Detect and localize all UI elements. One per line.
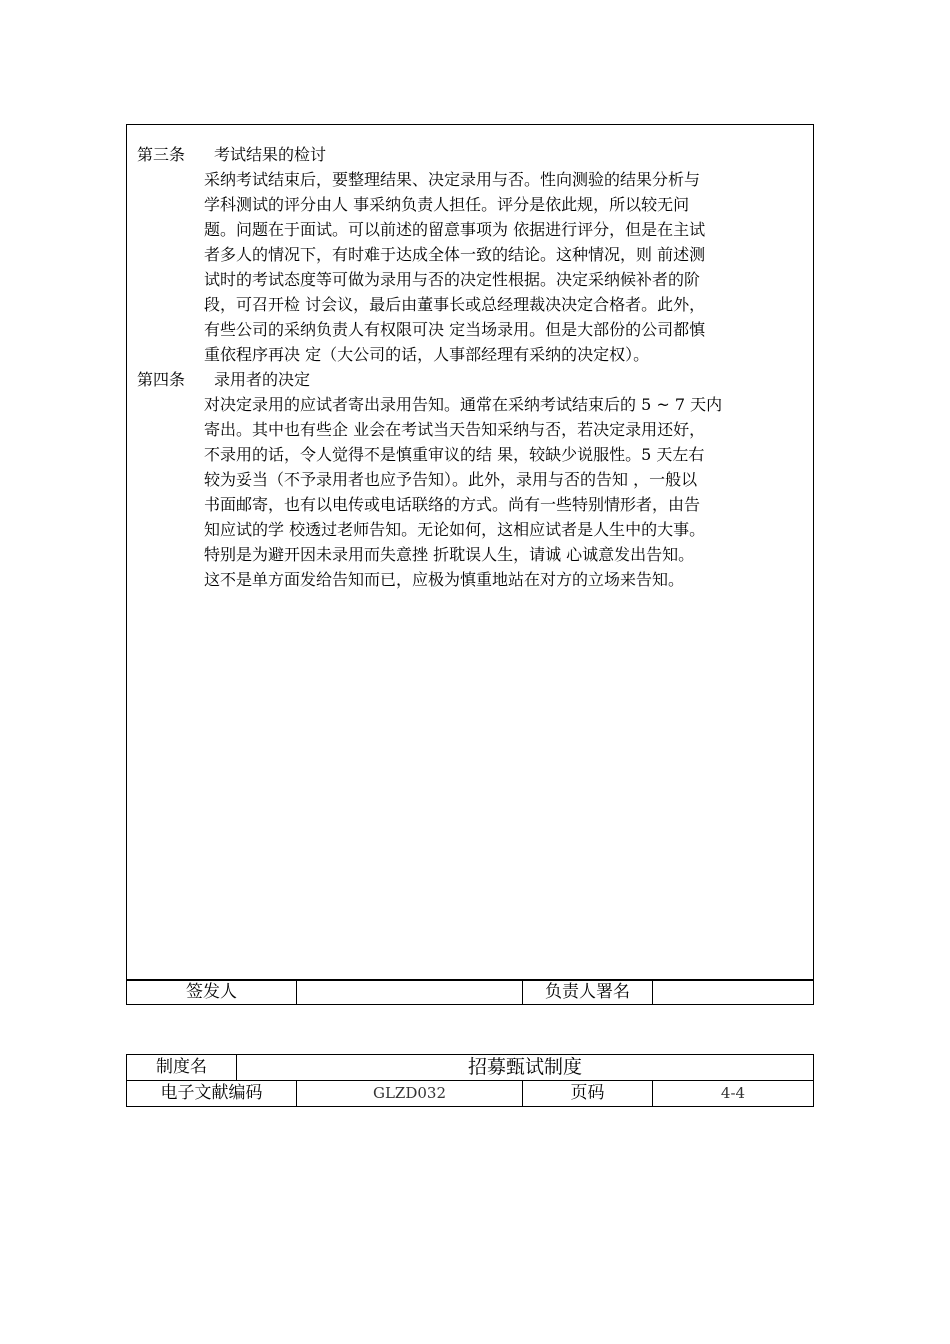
page-value: 4-4 [720,1084,746,1102]
paragraph-line: 学科测试的评分由人 事采纳负责人担任。评分是依此规，所以较无问 [204,195,690,214]
section-3-paragraph [137,167,809,367]
system-name-label: 制度名 [127,1055,237,1080]
section-3-title: 考试结果的检讨 [214,145,327,164]
section-3-heading [137,142,809,167]
paragraph-line: 这不是单方面发给告知而已，应极为慎重地站在对方的立场来告知。 [204,570,685,589]
system-name-value: 招募甄试制度 [467,1056,582,1078]
paragraph-line: 试时的考试态度等可做为录用与否的决定性根据。决定采纳候补者的阶 [204,270,701,289]
footer-table [126,1054,814,1107]
footer-row-codes [127,1081,813,1107]
issuer-label: 签发人 [127,980,297,1004]
paragraph-line: 题。问题在于面试。可以前述的留意事项为 依据进行评分，但是在主试 [204,220,706,239]
paragraph-line: 重依程序再决 定（大公司的话，人事部经理有采纳的决定权）。 [204,345,650,364]
footer-row-system-name [127,1055,813,1081]
doc-code-value: GLZD032 [297,1081,523,1107]
section-4-heading [137,367,809,392]
page-label: 页码 [523,1081,653,1107]
section-4-number: 第四条 [137,370,186,389]
paragraph-line: 有些公司的采纳负责人有权限可决 定当场录用。但是大部份的公司都慎 [204,320,706,339]
paragraph-line: 书面邮寄，也有以电传或电话联络的方式。尚有一些特别情形者，由告 [204,495,701,514]
content-box [126,124,814,981]
paragraph-line: 对决定录用的应试者寄出录用告知。通常在采纳考试结束后的 5 ~ 7 天内 [204,395,723,414]
paragraph-line: 不录用的话，令人觉得不是慎重审议的结 果，较缺少说服性。5 天左右 [204,445,705,464]
doc-code-label: 电子文献编码 [127,1081,297,1107]
paragraph-line: 者多人的情况下，有时难于达成全体一致的结论。这种情况，则 前述测 [204,245,706,264]
section-3-number: 第三条 [137,145,186,164]
paragraph-line: 较为妥当（不予录用者也应予告知）。此外，录用与否的告知 ，一般以 [204,470,698,489]
paragraph-line: 采纳考试结束后，要整理结果、决定录用与否。性向测验的结果分析与 [204,170,701,189]
signature-row [126,979,814,1005]
paragraph-line: 特别是为避开因未录用而失意挫 折耽误人生，请诚 心诚意发出告知。 [204,545,695,564]
paragraph-line: 知应试的学 校透过老师告知。无论如何，这相应试者是人生中的大事。 [204,520,706,539]
document-body [137,142,809,592]
responsible-signature-label: 负责人署名 [523,980,653,1004]
paragraph-line: 段，可召开检 讨会议，最后由董事长或总经理裁决决定合格者。此外， [204,295,706,314]
responsible-signature-field[interactable] [653,980,813,1004]
issuer-field[interactable] [297,980,523,1004]
section-4-title: 录用者的决定 [214,370,311,389]
section-4-paragraph [137,392,809,592]
paragraph-line: 寄出。其中也有些企 业会在考试当天告知采纳与否，若决定录用还好， [204,420,706,439]
